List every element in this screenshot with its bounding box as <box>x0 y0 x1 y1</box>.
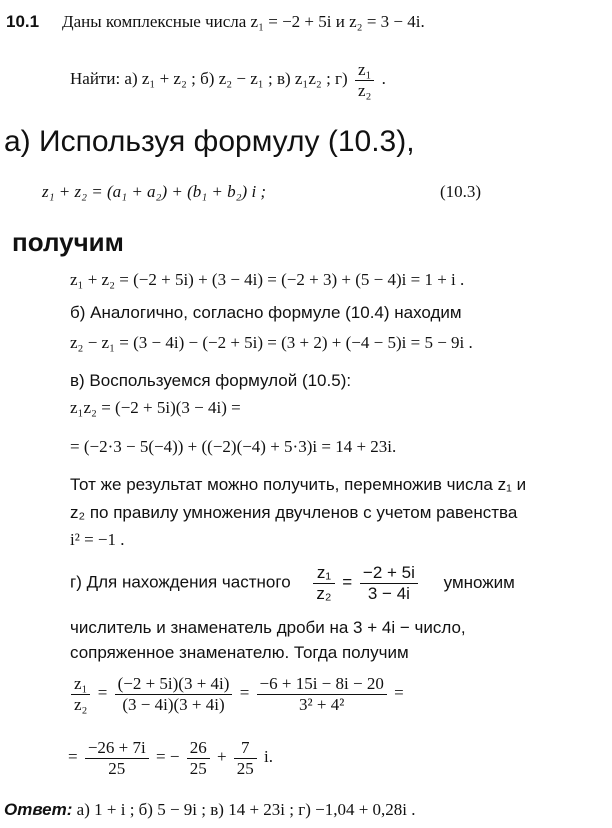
part-d-final-chain <box>68 738 273 778</box>
part-b-result: z₂ − z₁ = (3 − 4i) − (−2 + 5i) = (3 + 2) + (−4 − 5)i = 5 − 9i . <box>70 333 473 352</box>
part-d-intro <box>70 563 515 603</box>
quotient-fraction <box>313 563 334 603</box>
chain-eq-1: = <box>97 682 108 702</box>
problem-statement: Даны комплексные числа z₁ = −2 + 5i и z₂ = 3 − 4i. <box>62 12 425 31</box>
q-den: z₂ <box>313 583 334 604</box>
g3-fraction <box>234 738 257 778</box>
f1-den: z₂ <box>71 694 90 715</box>
f1-fraction <box>71 674 90 714</box>
answer-line <box>4 800 416 820</box>
f2-den: (3 − 4i)(3 + 4i) <box>115 694 233 715</box>
q2-num: −2 + 5i <box>362 563 415 582</box>
g1-den: 25 <box>85 758 149 779</box>
f3-den: 3² + 4² <box>257 694 387 715</box>
answer-text: а) 1 + i ; б) 5 − 9i ; в) 14 + 23i ; г) −1,04 + 0,28i . <box>76 800 416 819</box>
part-c-remark1: Тот же результат можно получить, перемножив числа z₁ и <box>70 475 527 494</box>
part-a-formula-ref: (10.3) <box>440 182 482 201</box>
g3-den: 25 <box>234 758 257 779</box>
f1-num: z₁ <box>74 674 88 693</box>
find-frac-num: z₁ <box>357 60 372 79</box>
g1-fraction <box>85 738 149 778</box>
part-d-fraction-chain <box>68 674 404 714</box>
q-eq: = <box>342 572 353 592</box>
part-c-remark3: i² = −1 . <box>70 530 125 549</box>
find-fraction <box>355 60 374 100</box>
g-eq: = − <box>156 746 180 766</box>
q2-den: 3 − 4i <box>360 583 418 604</box>
part-d-intro-suffix: умножим <box>443 572 515 592</box>
chain-eq-3: = <box>394 682 404 702</box>
part-d-line2: числитель и знаменатель дроби на 3 + 4i − число, <box>70 618 466 637</box>
part-a-poluchim: получим <box>12 227 124 257</box>
quotient-fraction-2 <box>360 563 418 603</box>
g1-num: −26 + 7i <box>87 738 146 757</box>
part-c-line1: z₁z₂ = (−2 + 5i)(3 − 4i) = <box>70 398 241 417</box>
g3-num: 7 <box>241 738 250 757</box>
q-num: z₁ <box>316 563 332 582</box>
g-plus: + <box>216 746 227 766</box>
part-a-result: z₁ + z₂ = (−2 + 5i) + (3 − 4i) = (−2 + 3) + (5 − 4)i = 1 + i . <box>70 270 465 289</box>
g2-den: 25 <box>187 758 210 779</box>
find-prefix: Найти: а) z₁ + z₂ ; б) z₂ − z₁ ; в) z₁z₂ ; г) <box>70 68 348 88</box>
answer-label: Ответ: <box>4 800 73 819</box>
find-line <box>70 60 386 100</box>
g2-fraction <box>187 738 210 778</box>
part-a-heading: а) Используя формулу (10.3), <box>4 125 415 158</box>
f2-fraction <box>115 674 233 714</box>
g2-num: 26 <box>189 738 207 757</box>
f3-num: −6 + 15i − 8i − 20 <box>259 674 384 693</box>
find-frac-den: z₂ <box>355 80 374 101</box>
g-end: i. <box>264 746 274 766</box>
part-d-intro-prefix: г) Для нахождения частного <box>70 572 291 592</box>
part-a-formula: z₁ + z₂ = (a₁ + a₂) + (b₁ + b₂) i ; <box>42 182 267 201</box>
part-b-intro: б) Аналогично, согласно формуле (10.4) находим <box>70 303 462 322</box>
f3-fraction <box>257 674 387 714</box>
g-prefix: = <box>68 746 78 766</box>
find-end: . <box>381 68 386 88</box>
part-c-intro: в) Воспользуемся формулой (10.5): <box>70 371 352 390</box>
f2-num: (−2 + 5i)(3 + 4i) <box>117 674 230 693</box>
part-c-remark2: z₂ по правилу умножения двучленов с учетом равенства <box>70 503 518 522</box>
part-d-line3: сопряженное знаменателю. Тогда получим <box>70 643 409 662</box>
chain-eq-2: = <box>239 682 250 702</box>
part-c-line2: = (−2·3 − 5(−4)) + ((−2)(−4) + 5·3)i = 14 + 23i. <box>70 437 397 456</box>
problem-number: 10.1 <box>6 12 40 31</box>
